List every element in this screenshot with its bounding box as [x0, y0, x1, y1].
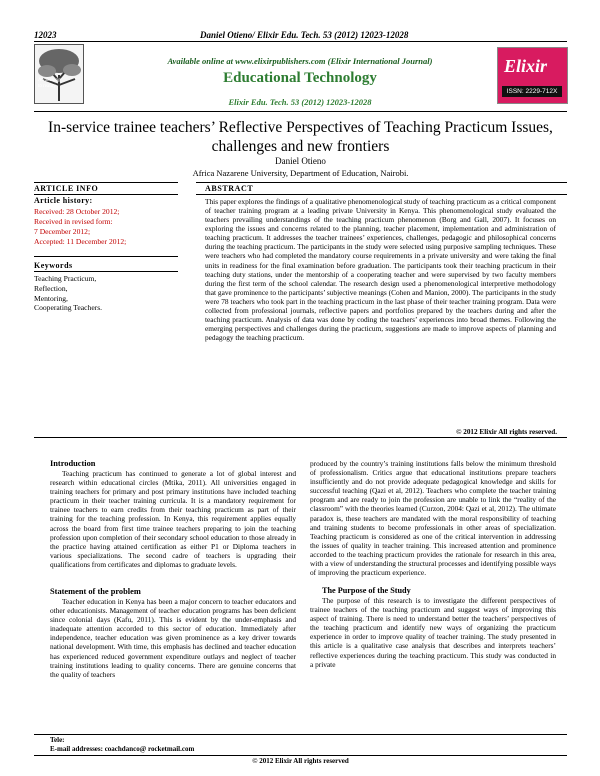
- page-number: 12023: [34, 30, 57, 40]
- abstract-copyright: © 2012 Elixir All rights reserved.: [456, 428, 557, 436]
- keyword-item: Cooperating Teachers.: [34, 303, 103, 313]
- problem-heading: Statement of the problem: [50, 587, 141, 596]
- history-revised-date: 7 December 2012;: [34, 227, 91, 236]
- keywords-rule-2: [34, 271, 178, 272]
- tree-logo: [34, 44, 84, 104]
- abstract-rule-top: [196, 182, 567, 183]
- keyword-item: Reflection,: [34, 283, 68, 293]
- right-paragraph: produced by the country’s training institutions falls below the minimum threshold of professionalism. Critics argue that educational institutions prepare teachers insufficiently and do not provide adequate pedagogical knowledge and skills for successful teaching (Qazi et al, 2012). Teachers who complete the teacher training program and are ready to join the profession are unable to link the “reality of the classroom” with the theories learned (Curzon, 2004: Qazi et al, 2012). The ultimate paradox is, these teachers are mandated with the moral responsibility of teaching and training students to become professionals in other areas of specialization. Teaching practicum is considered as one of the critical intervention in addressing the issues of quality in teacher training. This increased attention and prominence accorded to the teaching practicum provides the rationale for research in this area, with a view of understanding the structural processes and identifying possible ways of improving the practicum experience.: [310, 459, 556, 578]
- problem-paragraph: Teacher education in Kenya has been a major concern to teacher educators and other educationists. Management of teacher education programs has been deficient since colonial days (Kafu, 2011). This is evident by the under-emphasis and inadequate attention accorded to this sector of education. Immediately after independence, teacher education was given prominence as a key driver towards national development. With time, this emphasis has declined and teacher education has experienced reduced government expenditure outlays and neglect of teacher training institutions leading to quality concerns. There are genuine concerns that the quality of teachers: [50, 597, 296, 679]
- elixir-wordmark: Elixir: [504, 56, 548, 76]
- history-revised: Received in revised form:: [34, 217, 113, 226]
- keywords-heading: Keywords: [34, 261, 73, 270]
- logo-caption: Awakening to reality: [38, 78, 61, 89]
- author-name: Daniel Otieno: [275, 156, 326, 166]
- info-rule-top: [34, 182, 178, 183]
- footer-rule-2: [34, 755, 567, 756]
- intro-paragraph: Teaching practicum has continued to generate a lot of global interest and research within educational circles (Mtika, 2011). All universities engaged in training teachers for primary and post primary institutions have included teaching practicum in their teacher training curricula. It is a mandatory requirement for trainee teachers to earn credits from their teaching practicum as part of their training for the teaching profession. In Kenya, this requirement applies equally across the board from first time trainee teachers preparing to join the teaching profession upon completion of their secondary school education to those already in the practice having attained certification as either P1 or Diploma teachers in various specializations. The second cadre of teachers is upgrading their qualifications from certificates and diplomas to graduate levels.: [50, 469, 296, 569]
- journal-name: Educational Technology: [223, 70, 377, 86]
- affiliation: Africa Nazarene University, Department of Education, Nairobi.: [192, 168, 409, 178]
- history-received: Received: 28 October 2012;: [34, 207, 120, 216]
- keyword-item: Teaching Practicum,: [34, 274, 97, 283]
- footer-rule: [34, 734, 567, 735]
- history-list: [34, 207, 126, 247]
- running-citation: Daniel Otieno/ Elixir Edu. Tech. 53 (2012) 12023-12028: [200, 30, 409, 40]
- banner-citation: Elixir Edu. Tech. 53 (2012) 12023-12028: [228, 97, 372, 107]
- abstract-rule: [196, 194, 567, 195]
- tree-icon: [35, 45, 83, 103]
- history-heading: Article history:: [34, 196, 93, 205]
- elixir-logo: [497, 47, 568, 104]
- banner-rule: [34, 111, 567, 112]
- article-info-heading: ARTICLE INFO: [34, 184, 99, 193]
- keywords-rule: [34, 256, 178, 257]
- abstract-heading: ABSTRACT: [205, 184, 254, 193]
- abstract-rule-bottom: [34, 437, 567, 438]
- article-title: In-service trainee teachers’ Reflective Perspectives of Teaching Practicum Issues, challenges and new frontiers: [48, 119, 553, 155]
- footer-email[interactable]: E-mail addresses: coachdanco@ rocketmail.com: [50, 745, 195, 753]
- purpose-paragraph: The purpose of this research is to investigate the different perspectives of trainee teachers of the teaching practicum and suggest ways of improving this aspect of training. There is need to understand better the teachers’ perspectives of the teaching practicum and identify new ways of organizing the practicum experience in order to improve quality of teacher training. The study presented in this article is a qualitative case analysis that describes and interprets teachers’ reflective experiences during the teaching practicum. This study was conducted in a private: [310, 596, 556, 669]
- history-accepted: Accepted: 11 December 2012;: [34, 237, 127, 246]
- info-rule: [34, 194, 178, 195]
- keyword-item: Mentoring,: [34, 293, 68, 303]
- online-availability[interactable]: Available online at www.elixirpublishers.com (Elixir International Journal): [167, 56, 433, 66]
- abstract-text: This paper explores the findings of a qualitative phenomenological study of teaching practicum as a critical component of teacher training program at a leading private University in Kenya. This phenomenological study evaluated the teachers prevailing understandings of the teaching practicum phenomenon (Borg and Gall, 2007). It focuses on exploring the issues and concerns related to the planning, teacher placement, implementation and administration of teaching practicum. It addresses the teacher trainees’ experiences, challenges, pedagogic and philosophical concerns during the teaching practicum. The participants in the study were selected using purposive sampling techniques. These were teachers who had completed the mandatory course requirements in a private university and were taking the final units in readiness for the final examination before graduation. The participants took their teaching practicum in their teaching duty stations, under the mentorship of a cooperating teacher and were supervised by two faculty members during the first term of the school calendar. The research design used a phenomenological interpretive methodology that gave prominence to the participants’ subjective meanings (Cohen and Manion, 2000). The participants in the study were 78 teachers who took part in the teaching practicum in the last phase of their teacher training program. Data were collected from professional journals, reflective papers and portfolios prepared by the teachers during and after the teaching practicum. Analysis of data was done by coding the teachers’ experiences into broad themes. Following the emerging perspectives and challenges during the practicum, suggestions are made to improve aspects of planning and pedagogy the teaching practicum.: [205, 197, 556, 343]
- intro-heading: Introduction: [50, 459, 96, 468]
- issn-label: ISSN: 2229-712X: [502, 86, 562, 97]
- footer-tele: Tele:: [50, 736, 65, 744]
- header-rule: [34, 41, 567, 42]
- keywords-list: [34, 274, 102, 313]
- purpose-heading: The Purpose of the Study: [322, 586, 411, 595]
- footer-copyright: © 2012 Elixir All rights reserved: [252, 757, 349, 765]
